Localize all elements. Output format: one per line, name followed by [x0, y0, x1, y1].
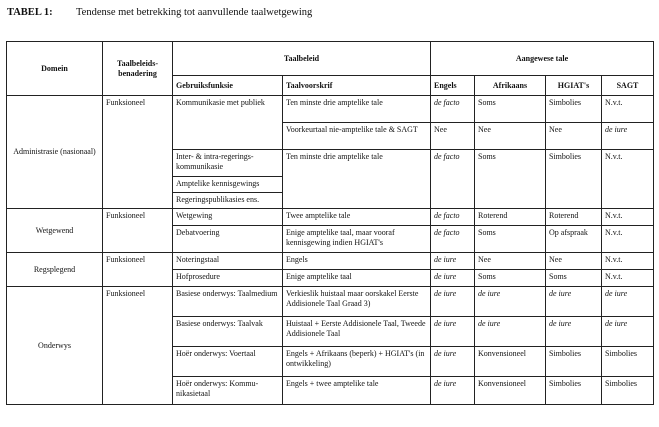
hgiat-cell: Simbolies — [546, 377, 602, 405]
afrikaans-cell: Soms — [475, 96, 546, 123]
hgiat-cell: Roterend — [546, 209, 602, 226]
domein-admin: Administrasie (nasionaal) — [7, 96, 103, 209]
header-taalbeleid: Taalbeleid — [173, 42, 431, 76]
voorskrif-cell: Huistaal + Eerste Addisionele Taal, Tweede Addisionele Taal — [283, 317, 431, 347]
caption-number: TABEL 1: — [7, 7, 53, 18]
voorskrif-cell: Engels + twee amptelike tale — [283, 377, 431, 405]
header-domein: Domein — [7, 42, 103, 96]
afrikaans-cell: Konvensioneel — [475, 347, 546, 377]
header-sagt: SAGT — [602, 76, 654, 96]
engels-cell: de facto — [431, 150, 475, 209]
afrikaans-cell: Soms — [475, 226, 546, 253]
table-row — [7, 96, 654, 123]
funksie-cell: Noteringstaal — [173, 253, 283, 270]
header-engels: Engels — [431, 76, 475, 96]
hgiat-cell: Simbolies — [546, 96, 602, 123]
engels-cell: de iure — [431, 287, 475, 317]
domein-regsplegend: Regsplegend — [7, 253, 103, 287]
benadering-admin: Funksioneel — [103, 96, 173, 209]
benadering-onderwys: Funksioneel — [103, 287, 173, 405]
funksie-cell: Basiese onderwys: Taalvak — [173, 317, 283, 347]
header-afrikaans: Afrikaans — [475, 76, 546, 96]
sagt-cell: N.v.t. — [602, 150, 654, 209]
voorskrif-cell: Verkieslik huistaal maar oorskakel Eerste Addisionele Taal Graad 3) — [283, 287, 431, 317]
voorskrif-cell: Ten minste drie amptelike tale — [283, 150, 431, 209]
engels-cell: de iure — [431, 377, 475, 405]
funksie-cell: Amptelike kennisgewings — [173, 177, 283, 193]
afrikaans-cell: de iure — [475, 287, 546, 317]
domein-onderwys: Onderwys — [7, 287, 103, 405]
header-benadering: Taalbeleids-benadering — [103, 42, 173, 96]
header-hgiat: HGIAT's — [546, 76, 602, 96]
sagt-cell: N.v.t. — [602, 209, 654, 226]
sagt-cell: N.v.t. — [602, 253, 654, 270]
funksie-cell: Hoër onderwys: Voertaal — [173, 347, 283, 377]
voorskrif-cell: Voorkeurtaal nie-amptelike tale & SAGT — [283, 123, 431, 150]
sagt-cell: de iure — [602, 317, 654, 347]
voorskrif-cell: Enige amptelike taal — [283, 270, 431, 287]
afrikaans-cell: Soms — [475, 150, 546, 209]
header-row-1 — [7, 42, 654, 76]
sagt-cell: N.v.t. — [602, 96, 654, 123]
table-caption — [7, 7, 313, 18]
afrikaans-cell: Roterend — [475, 209, 546, 226]
sagt-cell: de iure — [602, 287, 654, 317]
funksie-cell: Regeringspublikasies ens. — [173, 193, 283, 209]
funksie-cell: Hofprosedure — [173, 270, 283, 287]
engels-cell: de facto — [431, 226, 475, 253]
engels-cell: de iure — [431, 270, 475, 287]
hgiat-cell: Simbolies — [546, 150, 602, 209]
engels-cell: de iure — [431, 253, 475, 270]
engels-cell: de iure — [431, 317, 475, 347]
afrikaans-cell: Konvensioneel — [475, 377, 546, 405]
funksie-cell: Basiese onderwys: Taalmedium — [173, 287, 283, 317]
engels-cell: de facto — [431, 96, 475, 123]
table-row — [7, 287, 654, 317]
funksie-cell: Hoër onderwys: Kommu-nikasietaal — [173, 377, 283, 405]
voorskrif-cell: Twee amptelike tale — [283, 209, 431, 226]
voorskrif-cell: Engels + Afrikaans (beperk) + HGIAT's (in ontwikkeling) — [283, 347, 431, 377]
hgiat-cell: Nee — [546, 123, 602, 150]
sagt-cell: N.v.t. — [602, 270, 654, 287]
voorskrif-cell: Ten minste drie amptelike tale — [283, 96, 431, 123]
hgiat-cell: Soms — [546, 270, 602, 287]
funksie-cell: Kommunikasie met publiek — [173, 96, 283, 150]
hgiat-cell: Op afspraak — [546, 226, 602, 253]
header-aangewese: Aangewese tale — [431, 42, 654, 76]
engels-cell: Nee — [431, 123, 475, 150]
header-gebruiksfunksie: Gebruiksfunksie — [173, 76, 283, 96]
afrikaans-cell: Soms — [475, 270, 546, 287]
sagt-cell: Simbolies — [602, 347, 654, 377]
sagt-cell: Simbolies — [602, 377, 654, 405]
benadering-regsplegend: Funksioneel — [103, 253, 173, 287]
voorskrif-cell: Enige amptelike taal, maar vooraf kennisgewing indien HGIAT's — [283, 226, 431, 253]
caption-title: Tendense met betrekking tot aanvullende taalwetgewing — [76, 7, 313, 18]
table-row — [7, 209, 654, 226]
benadering-wetgewend: Funksioneel — [103, 209, 173, 253]
table-row — [7, 253, 654, 270]
domein-wetgewend: Wetgewend — [7, 209, 103, 253]
sagt-cell: N.v.t. — [602, 226, 654, 253]
afrikaans-cell: Nee — [475, 253, 546, 270]
hgiat-cell: de iure — [546, 317, 602, 347]
engels-cell: de facto — [431, 209, 475, 226]
funksie-cell: Inter- & intra-regerings-kommunikasie — [173, 150, 283, 177]
hgiat-cell: Simbolies — [546, 347, 602, 377]
afrikaans-cell: Nee — [475, 123, 546, 150]
voorskrif-cell: Engels — [283, 253, 431, 270]
afrikaans-cell: de iure — [475, 317, 546, 347]
engels-cell: de iure — [431, 347, 475, 377]
language-policy-table — [6, 41, 654, 405]
header-taalvoorskrif: Taalvoorskrif — [283, 76, 431, 96]
sagt-cell: de iure — [602, 123, 654, 150]
hgiat-cell: Nee — [546, 253, 602, 270]
hgiat-cell: de iure — [546, 287, 602, 317]
funksie-cell: Debatvoering — [173, 226, 283, 253]
funksie-cell: Wetgewing — [173, 209, 283, 226]
